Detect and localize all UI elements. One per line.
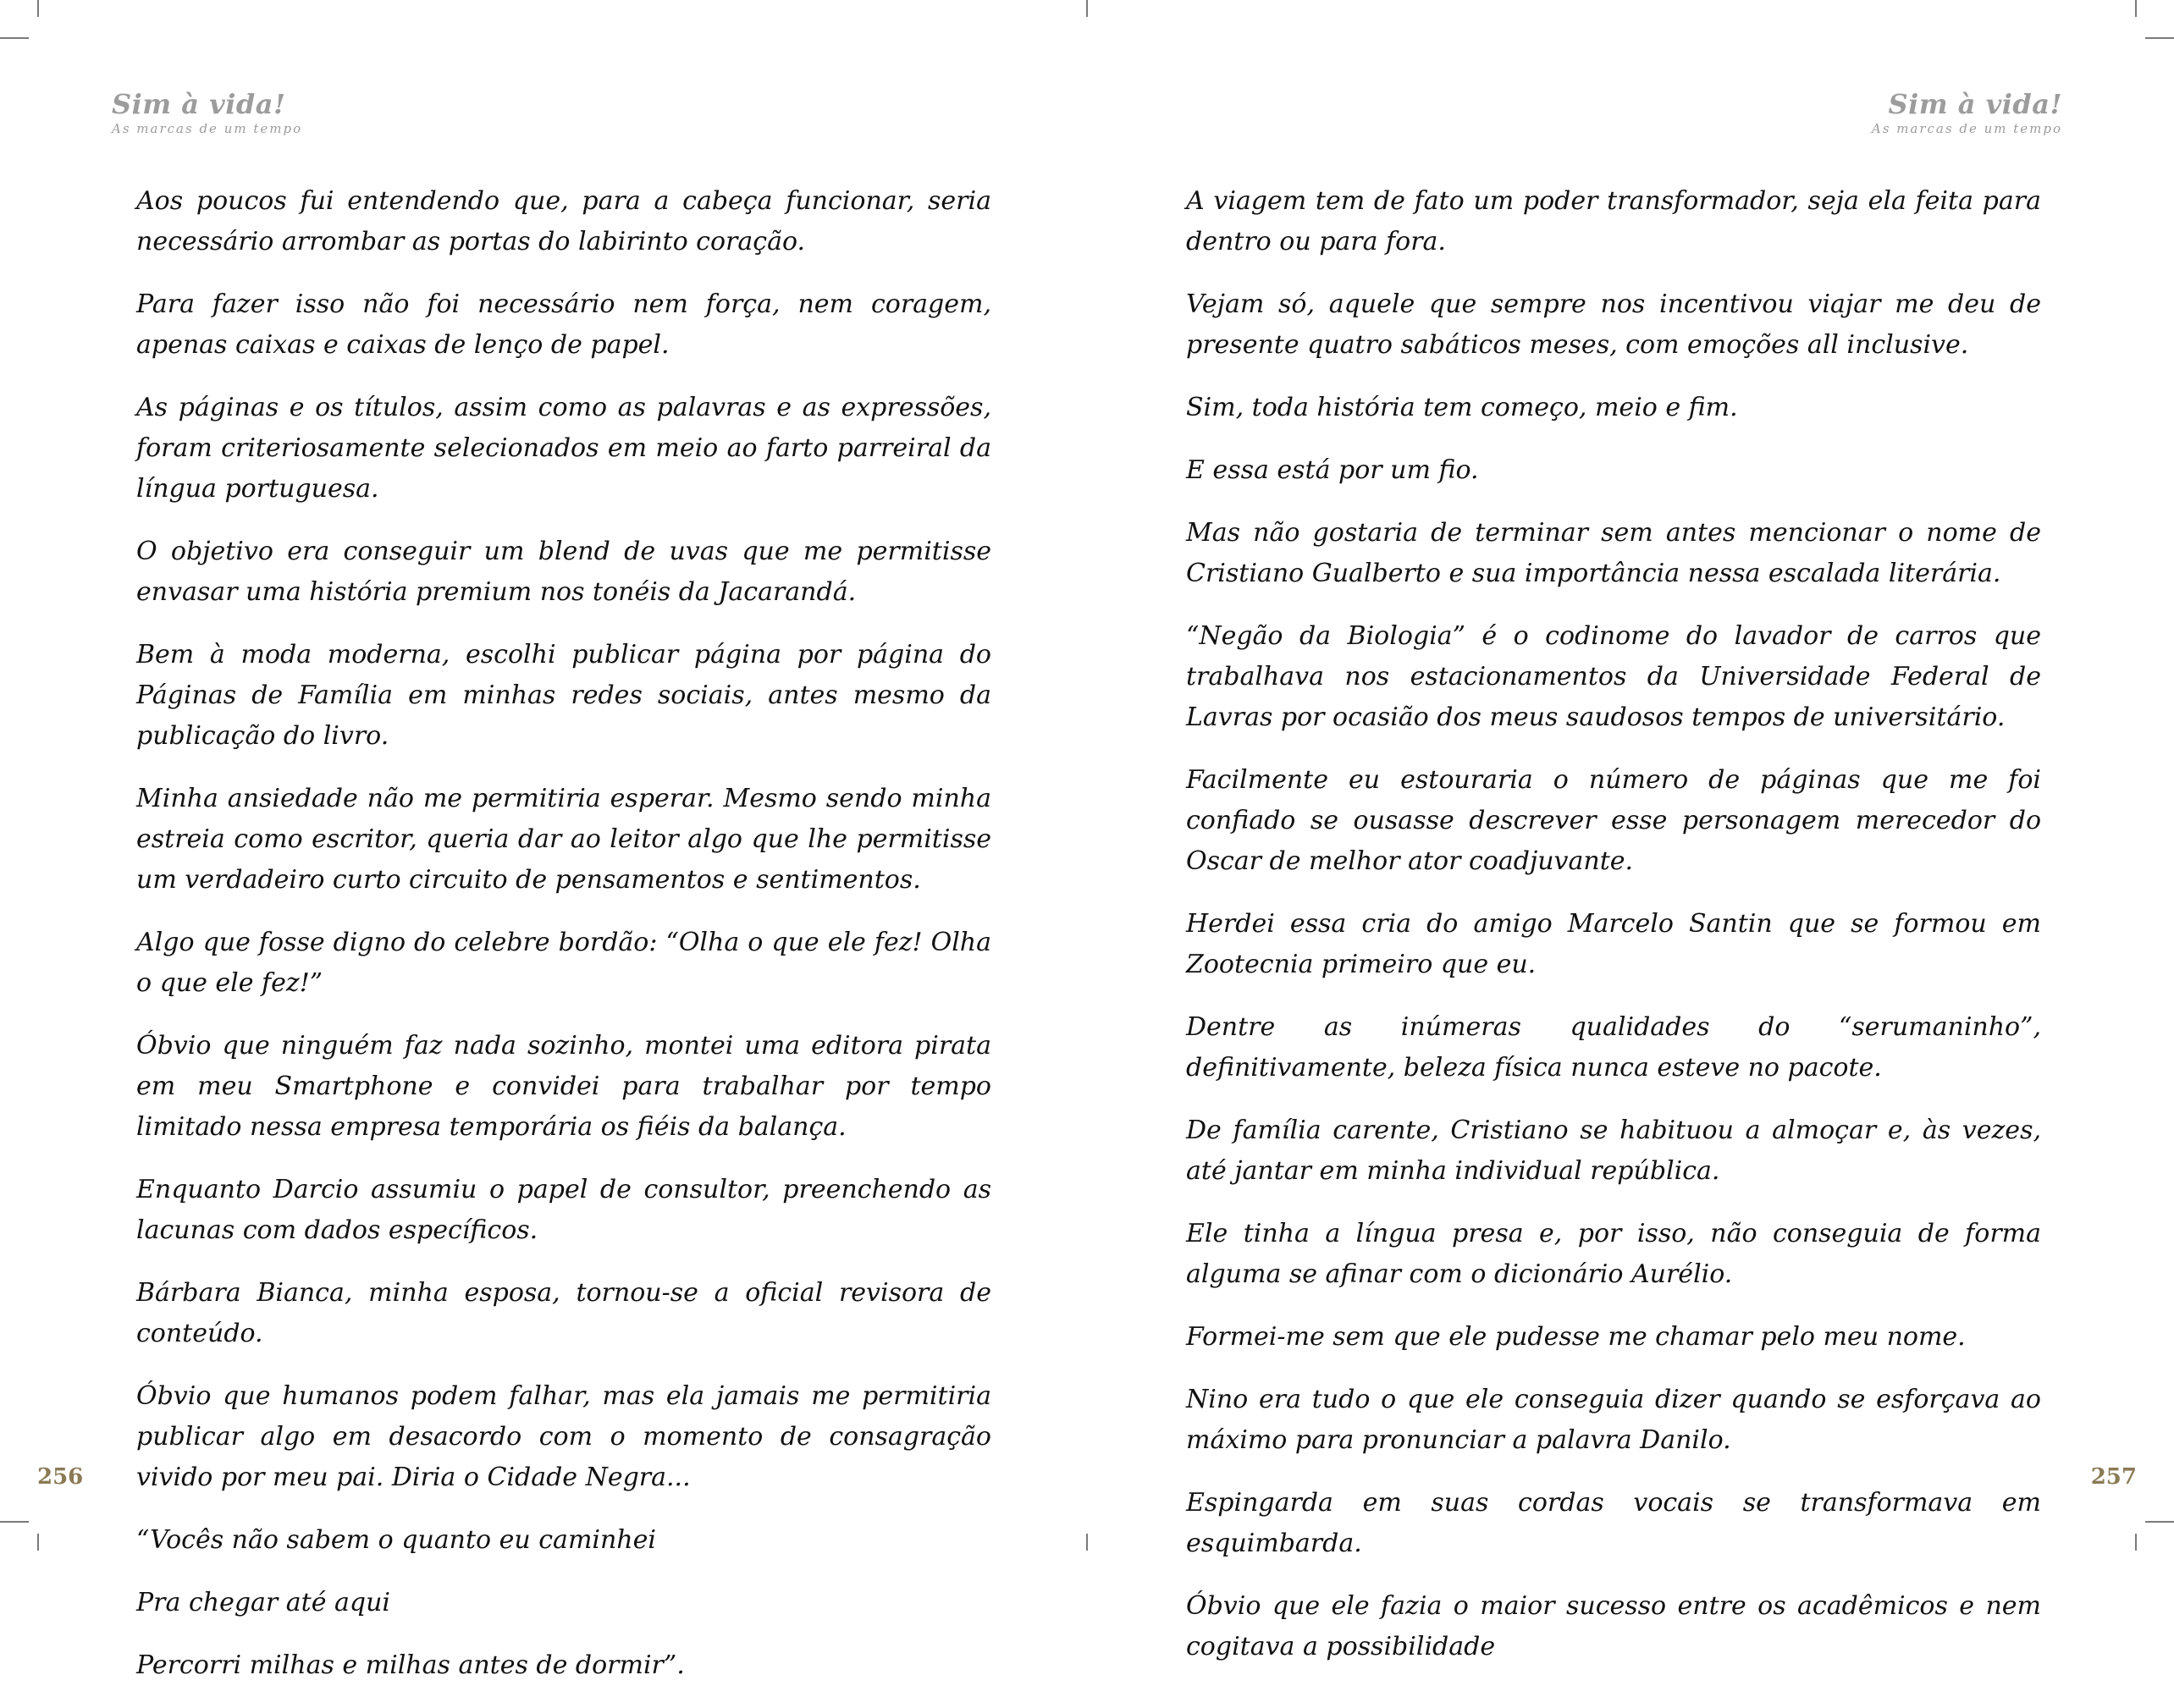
paragraph: O objetivo era conseguir um blend de uvas que me permitisse envasar uma história premium nos tonéis da Jacarandá. <box>136 537 991 607</box>
paragraph: Bárbara Bianca, minha esposa, tornou-se a oficial revisora de conteúdo. <box>136 1278 991 1348</box>
running-head <box>112 90 302 136</box>
page-number: 256 <box>37 1464 84 1490</box>
running-head-title: Sim à vida! <box>112 88 286 120</box>
paragraph: Nino era tudo o que ele conseguia dizer quando se esforçava ao máximo para pronunciar a palavra Danilo. <box>1186 1385 2041 1455</box>
paragraph: Minha ansiedade não me permitiria esperar. Mesmo sendo minha estreia como escritor, queria dar ao leitor algo que lhe permitisse um verdadeiro curto circuito de pensamentos e sentimentos. <box>136 784 991 895</box>
paragraph: Aos poucos fui entendendo que, para a cabeça funcionar, seria necessário arrombar as portas do labirinto coração. <box>136 186 991 256</box>
paragraph: Espingarda em suas cordas vocais se transformava em esquimbarda. <box>1186 1488 2041 1558</box>
body-text <box>136 181 991 1708</box>
running-head-subtitle: As marcas de um tempo <box>112 121 303 137</box>
paragraph: Para fazer isso não foi necessário nem força, nem coragem, apenas caixas e caixas de lenço de papel. <box>136 289 991 360</box>
paragraph: Sim, toda história tem começo, meio e fim. <box>1186 393 1738 422</box>
paragraph: Percorri milhas e milhas antes de dormir”. <box>136 1650 685 1680</box>
paragraph: A viagem tem de fato um poder transformador, seja ela feita para dentro ou para fora. <box>1186 186 2041 256</box>
paragraph: As páginas e os títulos, assim como as palavras e as expressões, foram criteriosamente selecionados em meio ao farto parreiral da língua portuguesa. <box>136 393 991 504</box>
paragraph: Facilmente eu estouraria o número de páginas que me foi confiado se ousasse descrever esse personagem merecedor do Oscar de melhor ator coadjuvante. <box>1186 765 2041 876</box>
paragraph: Enquanto Darcio assumiu o papel de consultor, preenchendo as lacunas com dados específicos. <box>136 1175 991 1245</box>
paragraph: “Vocês não sabem o quanto eu caminhei <box>136 1525 656 1555</box>
left-page <box>0 0 1087 1680</box>
paragraph: Formei-me sem que ele pudesse me chamar pelo meu nome. <box>1186 1322 1966 1352</box>
page-number: 257 <box>2090 1464 2137 1490</box>
running-head-title: Sim à vida! <box>1888 88 2062 120</box>
paragraph: Óbvio que ninguém faz nada sozinho, montei uma editora pirata em meu Smartphone e convidei para trabalhar por tempo limitado nessa empresa temporária os fiéis da balança. <box>136 1031 991 1142</box>
paragraph: Ele tinha a língua presa e, por isso, não conseguia de forma alguma se afinar com o dicionário Aurélio. <box>1186 1219 2041 1289</box>
paragraph: Vejam só, aquele que sempre nos incentivou viajar me deu de presente quatro sabáticos meses, com emoções all inclusive. <box>1186 289 2041 360</box>
paragraph: Óbvio que humanos podem falhar, mas ela jamais me permitiria publicar algo em desacordo com o momento de consagração vivido por meu pai. Diria o Cidade Negra... <box>136 1381 991 1492</box>
paragraph: Mas não gostaria de terminar sem antes mencionar o nome de Cristiano Gualberto e sua importância nessa escalada literária. <box>1186 518 2041 588</box>
right-page <box>1087 0 2174 1661</box>
paragraph: Pra chegar até aqui <box>136 1588 391 1617</box>
running-head <box>1872 90 2062 136</box>
paragraph: Óbvio que ele fazia o maior sucesso entre os acadêmicos e nem cogitava a possibilidade <box>1186 1591 2041 1661</box>
running-head-subtitle: As marcas de um tempo <box>1871 121 2062 137</box>
paragraph: Dentre as inúmeras qualidades do “serumaninho”, definitivamente, beleza física nunca esteve no pacote. <box>1186 1012 2041 1083</box>
paragraph: “Negão da Biologia” é o codinome do lavador de carros que trabalhava nos estacionamentos da Universidade Federal de Lavras por ocasião dos meus saudosos tempos de universitário. <box>1186 621 2041 732</box>
paragraph: Herdei essa cria do amigo Marcelo Santin que se formou em Zootecnia primeiro que eu. <box>1186 909 2041 979</box>
paragraph: Bem à moda moderna, escolhi publicar página por página do Páginas de Família em minhas redes sociais, antes mesmo da publicação do livro. <box>136 640 991 751</box>
body-text <box>1186 181 2041 1689</box>
paragraph: E essa está por um fio. <box>1186 455 1479 485</box>
paragraph: De família carente, Cristiano se habituou a almoçar e, às vezes, até jantar em minha individual república. <box>1186 1116 2041 1186</box>
paragraph: Algo que fosse digno do celebre bordão: “Olha o que ele fez! Olha o que ele fez!” <box>136 928 991 998</box>
